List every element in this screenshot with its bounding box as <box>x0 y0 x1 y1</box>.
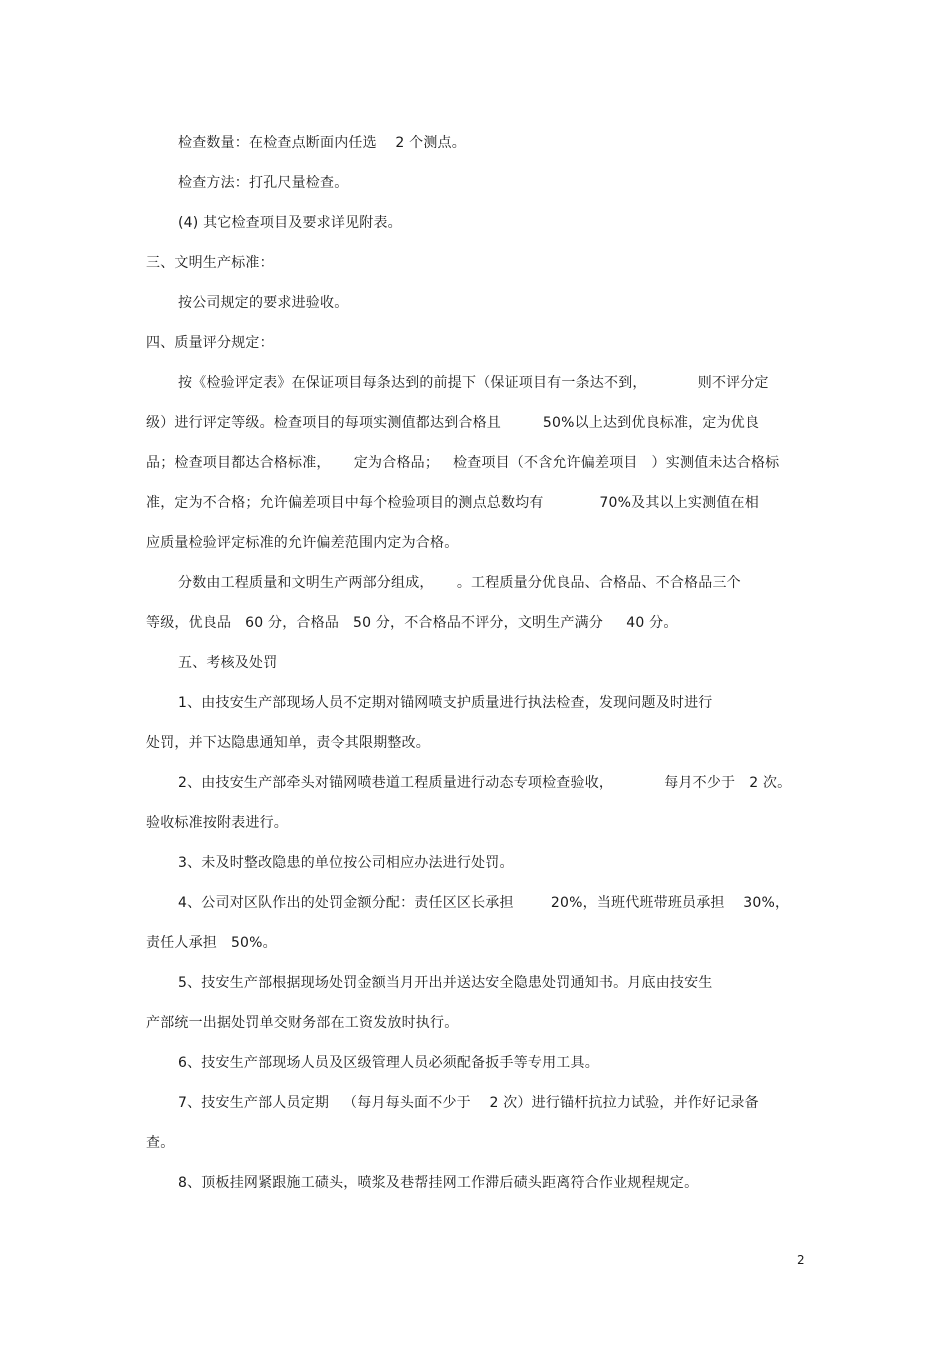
text-line: 应质量检验评定标准的允许偏差范围内定为合格。 <box>146 535 459 551</box>
text-line: 级）进行评定等级。检查项目的每项实测值都达到合格且 50%以上达到优良标准，定为优良 <box>146 415 760 431</box>
text-line: 分数由工程质量和文明生产两部分组成， 。工程质量分优良品、合格品、不合格品三个 <box>178 575 741 591</box>
text-line: 责任人承担 50%。 <box>146 935 277 951</box>
section-heading: 三、文明生产标准： <box>146 255 274 271</box>
section-heading: 四、质量评分规定： <box>146 335 274 351</box>
text-line: 验收标准按附表进行。 <box>146 815 288 831</box>
text-line: 按公司规定的要求进验收。 <box>178 295 349 311</box>
text-line: 检查方法：打孔尺量检查。 <box>178 175 349 191</box>
text-line: 品；检查项目都达合格标准， 定为合格品； 检查项目（不含允许偏差项目 ）实测值未达合格标 <box>146 455 780 471</box>
text-line: 3、未及时整改隐患的单位按公司相应办法进行处罚。 <box>178 855 514 871</box>
text-line: 查。 <box>146 1135 175 1151</box>
text-line: 2、由技安生产部牵头对锚网喷巷道工程质量进行动态专项检查验收， 每月不少于 2 次。 <box>178 775 792 791</box>
text-line: 准，定为不合格；允许偏差项目中每个检验项目的测点总数均有 70%及其以上实测值在相 <box>146 495 759 511</box>
text-line: 5、技安生产部根据现场处罚金额当月开出并送达安全隐患处罚通知书。月底由技安生 <box>178 975 713 991</box>
text-line: 检查数量：在检查点断面内任选 2 个测点。 <box>178 135 466 151</box>
text-line: (4) 其它检查项目及要求详见附表。 <box>178 215 402 231</box>
page-number: 2 <box>797 1253 805 1267</box>
section-heading: 五、考核及处罚 <box>178 655 278 671</box>
text-line: 6、技安生产部现场人员及区级管理人员必须配备扳手等专用工具。 <box>178 1055 599 1071</box>
text-line: 按《检验评定表》在保证项目每条达到的前提下（保证项目有一条达不到， 则不评分定 <box>178 375 769 391</box>
text-line: 7、技安生产部人员定期 （每月每头面不少于 2 次）进行锚杆抗拉力试验，并作好记录备 <box>178 1095 759 1111</box>
text-line: 等级，优良品 60 分，合格品 50 分，不合格品不评分，文明生产满分 40 分。 <box>146 615 678 631</box>
text-line: 产部统一出据处罚单交财务部在工资发放时执行。 <box>146 1015 459 1031</box>
text-line: 4、公司对区队作出的处罚金额分配：责任区区长承担 20%，当班代班带班员承担 30%， <box>178 895 790 911</box>
text-line: 1、由技安生产部现场人员不定期对锚网喷支护质量进行执法检查，发现问题及时进行 <box>178 695 713 711</box>
text-line: 处罚，并下达隐患通知单，责令其限期整改。 <box>146 735 430 751</box>
text-line: 8、顶板挂网紧跟施工碛头，喷浆及巷帮挂网工作滞后碛头距离符合作业规程规定。 <box>178 1175 699 1191</box>
